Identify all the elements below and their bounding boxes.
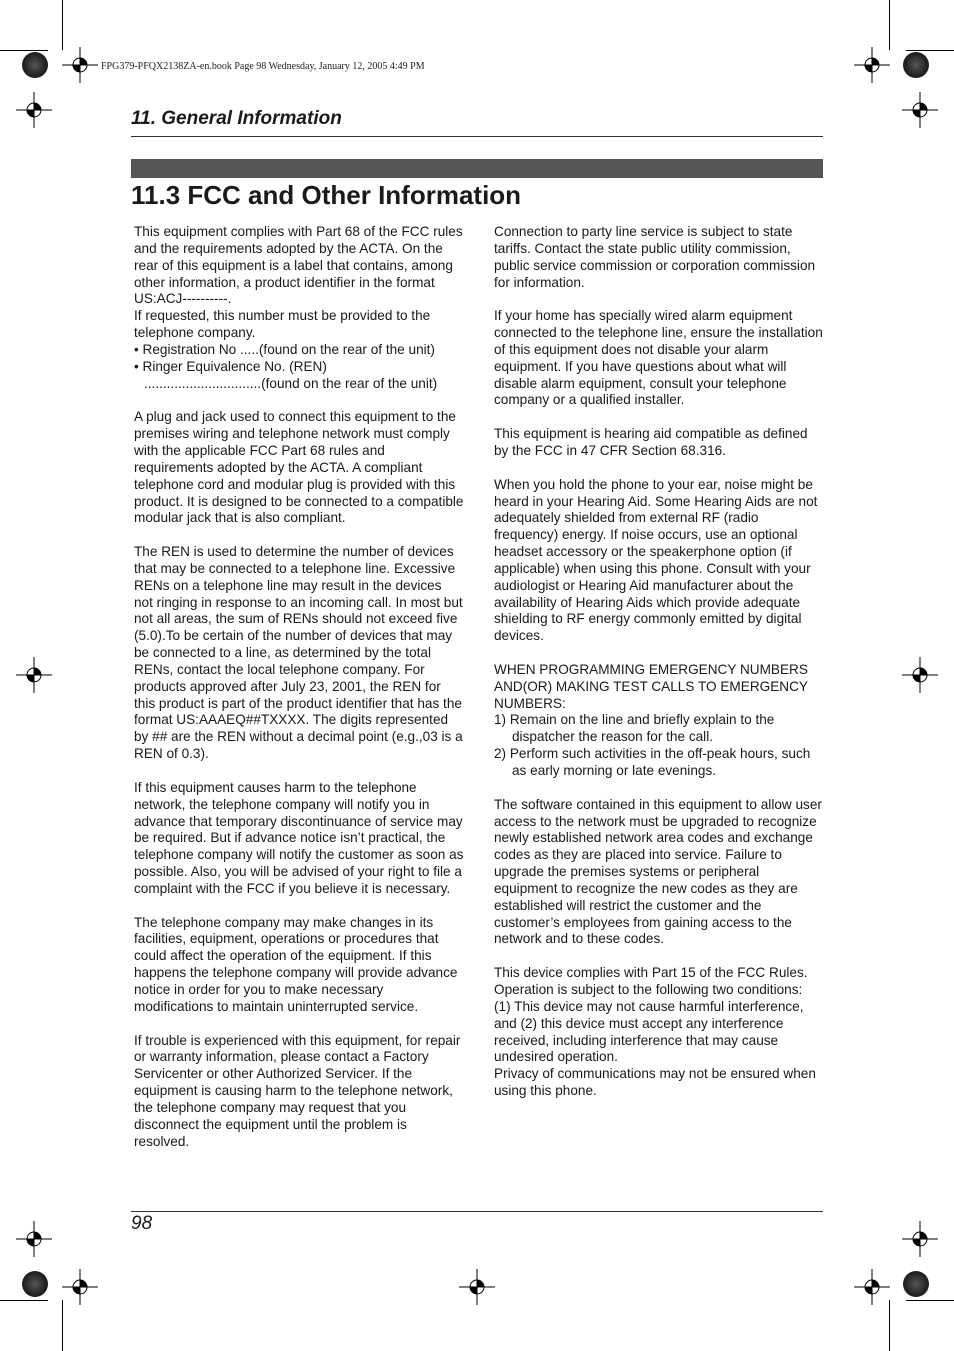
crop-mark (906, 1300, 954, 1301)
crop-mark (906, 50, 954, 51)
paragraph: Connection to party line service is subject to state tariffs. Contact the state public utility commission, public service commission or corporation commission for information. (494, 224, 816, 290)
registration-blob-bottom-right (903, 1271, 929, 1297)
crosshair-icon (16, 1221, 52, 1257)
crosshair-icon (902, 657, 938, 693)
section-heading: 11. General Information (131, 108, 342, 129)
page-title: 11.3 FCC and Other Information (131, 180, 522, 210)
paragraph: (1) This device may not cause harmful interference, and (2) this device must accept any interference received, including interference that may cause undesired operation. (494, 998, 804, 1065)
crosshair-icon (854, 1269, 890, 1305)
list-item: 1) Remain on the line and briefly explain to the dispatcher the reason for the call. (494, 712, 775, 745)
page-number: 98 (131, 1213, 153, 1234)
registration-blob-top-right (903, 52, 929, 78)
registration-blob-top-left (22, 52, 48, 78)
crosshair-icon (62, 1269, 98, 1305)
paragraph: The REN is used to determine the number of devices that may be connected to a telephone line. Excessive RENs on a telephone line may result in the devices not ringing in response to an incoming call. In most but not all areas, the sum of RENs should not exceed five (5.0).To be certain of the number of devices that may be connected to a line, as determined by the total RENs, contact the local telephone company. For products approved after July 23, 2001, the REN for this product is part of the product identifier that has the format US:AAAEQ##TXXXX. The digits represented by ## are the REN without a decimal point (e.g.,03 is a REN of 0.3). (134, 544, 463, 762)
left-column (134, 224, 464, 1167)
paragraph: A plug and jack used to connect this equipment to the premises wiring and telephone network must comply with the applicable FCC Part 68 rules and requirements adopted by the ACTA. A compliant telephone cord and modular plug is provided with this product. It is designed to be connected to a compatible modular jack that is also compliant. (134, 409, 464, 526)
paragraph: The software contained in this equipment to allow user access to the network must be upgraded to recognize newly established network area codes and exchange codes as they are placed into service. Failure to upgrade the premises systems or peripheral equipment to recognize the new codes as they are established will restrict the customer and the customer’s employees from gaining access to the network and to these codes. (494, 796, 822, 947)
right-column (494, 224, 824, 1100)
crosshair-icon (459, 1269, 495, 1305)
crosshair-icon (902, 1221, 938, 1257)
paragraph: This device complies with Part 15 of the FCC Rules. Operation is subject to the following two conditions: (494, 965, 808, 997)
paragraph: If your home has specially wired alarm equipment connected to the telephone line, ensure the installation of this equipment does not disable your alarm equipment. If you have questions about what will disable alarm equipment, consult your telephone company or a qualified installer. (494, 308, 823, 408)
list-item: • Registration No .....(found on the rear of the unit) (134, 341, 435, 357)
crosshair-icon (16, 657, 52, 693)
print-job-header: FPG379-PFQX2138ZA-en.book Page 98 Wednesday, January 12, 2005 4:49 PM (101, 61, 425, 72)
crop-mark (0, 1300, 48, 1301)
paragraph: This equipment is hearing aid compatible as defined by the FCC in 47 CFR Section 68.316. (494, 426, 808, 458)
paragraph: The telephone company may make changes in its facilities, equipment, operations or procedures that could affect the operation of the equipment. If this happens the telephone company will provide advance notice in order for you to make necessary modifications to maintain uninterrupted service. (134, 914, 458, 1014)
crosshair-icon (62, 47, 98, 83)
crosshair-icon (854, 47, 890, 83)
header-rule (131, 136, 823, 137)
paragraph: If requested, this number must be provided to the telephone company. (134, 308, 431, 341)
paragraph: This equipment complies with Part 68 of the FCC rules and the requirements adopted by the ACTA. On the rear of this equipment is a label that contains, among other information, a product identifier in the format US:ACJ----------. (134, 224, 463, 307)
paragraph: Privacy of communications may not be ensured when using this phone. (494, 1066, 816, 1099)
crop-mark (889, 1300, 890, 1351)
list-item-continuation: ...............................(found on the rear of the unit) (144, 375, 438, 391)
crop-mark (0, 50, 48, 51)
paragraph: If trouble is experienced with this equipment, for repair or warranty information, please contact a Factory Servicenter or other Authorized Servicer. If the equipment is causing harm to the telephone network, the telephone company may request that you disconnect the equipment until the problem is resolved. (134, 1032, 461, 1149)
crosshair-icon (902, 92, 938, 128)
list-item: • Ringer Equivalence No. (REN) (134, 358, 327, 374)
title-bar (131, 159, 823, 178)
footer-rule (131, 1211, 823, 1212)
crosshair-icon (16, 92, 52, 128)
paragraph: If this equipment causes harm to the telephone network, the telephone company will notify you in advance that temporary discontinuance of service may be required. But if advance notice isn’t practical, the telephone company will notify the customer as soon as possible. Also, you will be advised of your right to file a complaint with the FCC if you believe it is necessary. (134, 779, 464, 896)
paragraph: When you hold the phone to your ear, noise might be heard in your Hearing Aid. Some Hearing Aids are not adequately shielded from external RF (radio frequency) energy. If noise occurs, use an optional headset accessory or the speakerphone option (if applicable) when using this phone. Consult with your audiologist or Hearing Aid manufacturer about the availability of Hearing Aids which provide adequate shielding to RF energy commonly emitted by digital devices. (494, 476, 818, 644)
crop-mark (889, 0, 890, 50)
crop-mark (62, 1300, 63, 1351)
paragraph: WHEN PROGRAMMING EMERGENCY NUMBERS AND(OR) MAKING TEST CALLS TO EMERGENCY NUMBERS: (494, 661, 808, 711)
registration-blob-bottom-left (22, 1271, 48, 1297)
crop-mark (62, 0, 63, 50)
list-item: 2) Perform such activities in the off-peak hours, such as early morning or late evenings. (494, 746, 811, 778)
